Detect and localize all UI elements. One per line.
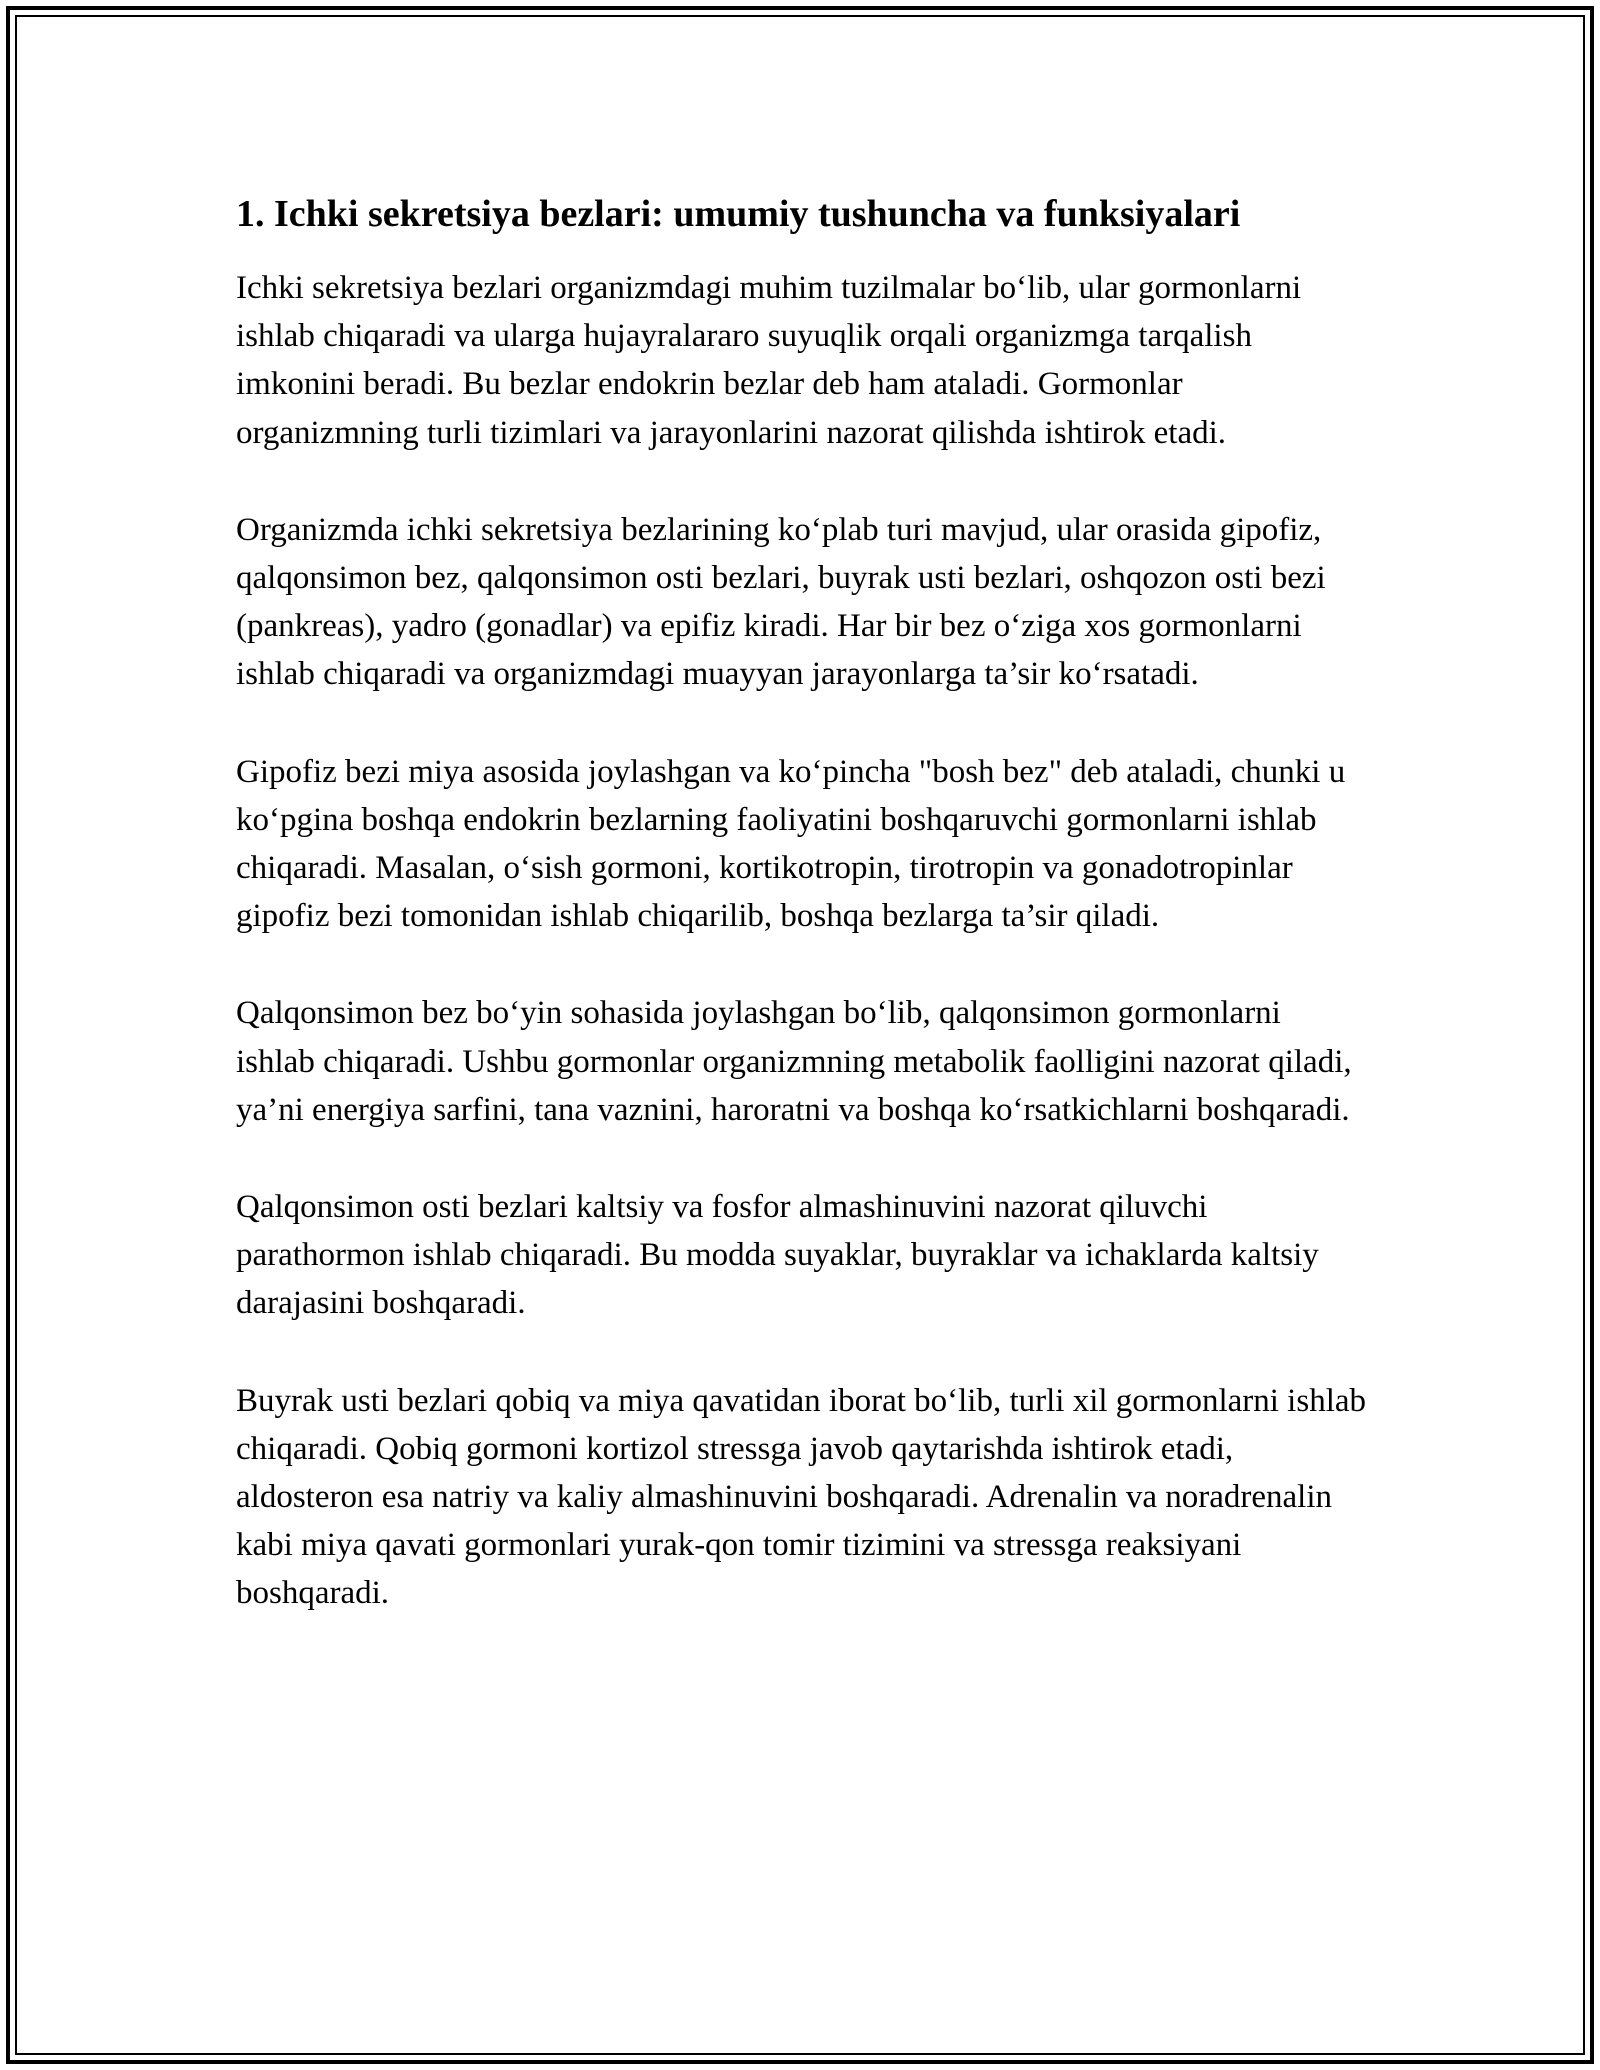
paragraph-pituitary: Gipofiz bezi miya asosida joylashgan va ko‘pincha "bosh bez" deb ataladi, chunki u ko‘pgina boshqa endokrin bezlarning faoliyatini boshqaruvchi gormonlarni ishlab chiqaradi. Masalan, o‘sish gormoni, kortikotropin, tirotropin va gonadotropinlar gipofiz bezi tomonidan ishlab chiqarilib, boshqa bezlarga ta’sir qiladi. bbox=[236, 753, 1346, 935]
paragraph-intro: Ichki sekretsiya bezlari organizmdagi muhim tuzilmalar bo‘lib, ular gormonlarni ishlab chiqaradi va ularga hujayralararo suyuqlik orqali organizmga tarqalish imkonini beradi. Bu bezlar endokrin bezlar deb ham ataladi. Gormonlar organizmning turli tizimlari va jarayonlarini nazorat qilishda ishtirok etadi. bbox=[236, 270, 1302, 451]
document-body bbox=[236, 186, 1366, 1667]
paragraph-parathyroid: Qalqonsimon osti bezlari kaltsiy va fosfor almashinuvini nazorat qiluvchi parathormon ishlab chiqaradi. Bu modda suyaklar, buyraklar va ichaklarda kaltsiy darajasini boshqaradi. bbox=[236, 1189, 1319, 1322]
paragraph-thyroid: Qalqonsimon bez bo‘yin sohasida joylashgan bo‘lib, qalqonsimon gormonlarni ishlab chiqaradi. Ushbu gormonlar organizmning metabolik faolligini nazorat qiladi, ya’ni energiya sarfini, tana vaznini, haroratni va boshqa ko‘rsatkichlarni boshqaradi. bbox=[236, 995, 1352, 1128]
section-title: 1. Ichki sekretsiya bezlari: umumiy tushuncha va funksiyalari bbox=[236, 193, 1241, 235]
paragraph-adrenal: Buyrak usti bezlari qobiq va miya qavatidan iborat bo‘lib, turli xil gormonlarni ishlab chiqaradi. Qobiq gormoni kortizol stressga javob qaytarishda ishtirok etadi, aldosteron esa natriy va kaliy almashinuvini boshqaradi. Adrenalin va noradrenalin kabi miya qavati gormonlari yurak-qon tomir tizimini va stressga reaksiyani boshqaradi. bbox=[236, 1382, 1367, 1612]
paragraph-gland-types: Organizmda ichki sekretsiya bezlarining ko‘plab turi mavjud, ular orasida gipofiz, qalqonsimon bez, qalqonsimon osti bezlari, buyrak usti bezlari, oshqozon osti bezi (pankreas), yadro (gonadlar) va epifiz kiradi. Har bir bez o‘ziga xos gormonlarni ishlab chiqaradi va organizmdagi muayyan jarayonlarga ta’sir ko‘rsatadi. bbox=[236, 511, 1326, 693]
